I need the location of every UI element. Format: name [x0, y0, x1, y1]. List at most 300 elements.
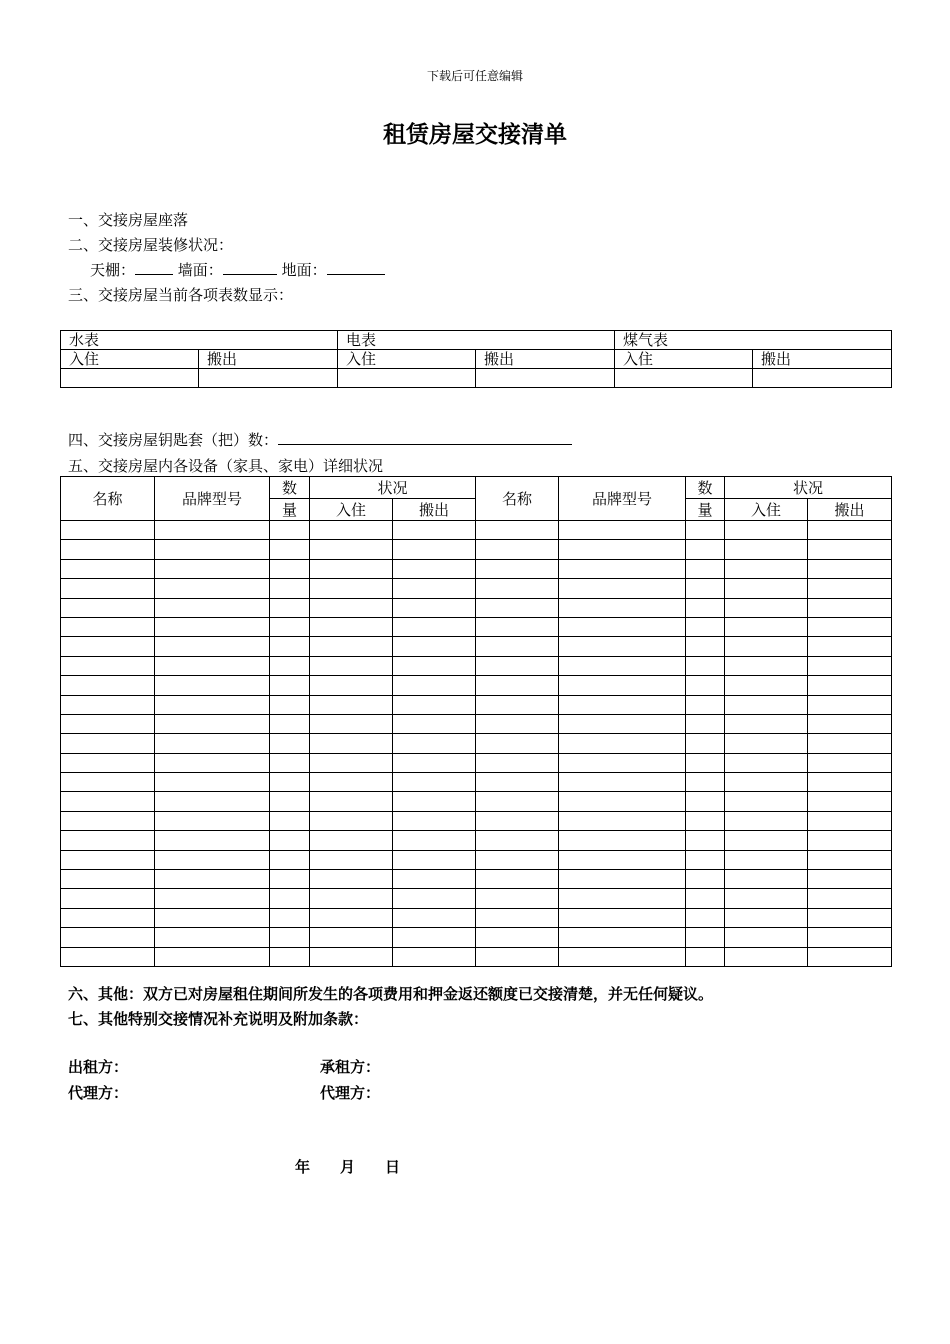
equipment-cell[interactable] — [559, 831, 686, 850]
equipment-cell[interactable] — [310, 792, 393, 811]
floor-label: 地面： — [281, 261, 327, 279]
equipment-cell[interactable] — [725, 908, 808, 927]
equipment-cell[interactable] — [393, 676, 476, 695]
equipment-cell[interactable] — [476, 773, 559, 792]
ceiling-blank[interactable] — [135, 260, 173, 275]
equipment-cell[interactable] — [686, 811, 725, 830]
meter-table — [60, 330, 892, 388]
equipment-cell[interactable] — [310, 521, 393, 540]
equipment-cell[interactable] — [393, 947, 476, 966]
equipment-row — [61, 617, 892, 636]
equipment-cell[interactable] — [270, 695, 310, 714]
equipment-cell[interactable] — [476, 676, 559, 695]
section-2-decoration: 二、交接房屋装修状况： — [68, 236, 234, 254]
equipment-cell[interactable] — [686, 947, 725, 966]
equipment-cell[interactable] — [155, 908, 270, 927]
equipment-cell[interactable] — [808, 792, 892, 811]
equipment-row — [61, 889, 892, 908]
equipment-cell[interactable] — [808, 695, 892, 714]
equipment-cell[interactable] — [310, 559, 393, 578]
qty-header-left-1: 数 — [270, 477, 310, 499]
equipment-cell[interactable] — [686, 773, 725, 792]
equipment-cell[interactable] — [270, 831, 310, 850]
equipment-row — [61, 540, 892, 559]
equipment-cell[interactable] — [476, 850, 559, 869]
floor-blank[interactable] — [327, 260, 385, 275]
equipment-cell[interactable] — [725, 850, 808, 869]
equipment-cell[interactable] — [155, 753, 270, 772]
equipment-cell[interactable] — [559, 617, 686, 636]
equipment-cell[interactable] — [310, 811, 393, 830]
equipment-cell[interactable] — [155, 637, 270, 656]
qty-header-left-2: 量 — [270, 499, 310, 521]
equipment-cell[interactable] — [310, 656, 393, 675]
equipment-cell[interactable] — [686, 521, 725, 540]
equipment-cell[interactable] — [393, 617, 476, 636]
equipment-cell[interactable] — [270, 908, 310, 927]
equipment-cell[interactable] — [61, 831, 155, 850]
equipment-cell[interactable] — [393, 831, 476, 850]
equipment-cell[interactable] — [476, 637, 559, 656]
equipment-cell[interactable] — [270, 656, 310, 675]
equipment-cell[interactable] — [393, 889, 476, 908]
equipment-cell[interactable] — [393, 773, 476, 792]
equipment-cell[interactable] — [310, 695, 393, 714]
equipment-cell[interactable] — [61, 676, 155, 695]
date-day: 日 — [385, 1158, 401, 1176]
equipment-cell[interactable] — [559, 947, 686, 966]
equipment-cell[interactable] — [393, 908, 476, 927]
equipment-cell[interactable] — [310, 734, 393, 753]
equipment-cell[interactable] — [686, 928, 725, 947]
equipment-cell[interactable] — [155, 773, 270, 792]
equipment-row — [61, 792, 892, 811]
equipment-cell[interactable] — [393, 695, 476, 714]
qty-header-right-2: 量 — [686, 499, 725, 521]
equipment-cell[interactable] — [808, 598, 892, 617]
equipment-cell[interactable] — [686, 850, 725, 869]
equipment-cell[interactable] — [725, 947, 808, 966]
equipment-cell[interactable] — [476, 928, 559, 947]
equipment-cell[interactable] — [393, 870, 476, 889]
equipment-cell[interactable] — [270, 947, 310, 966]
equipment-cell[interactable] — [559, 773, 686, 792]
equipment-cell[interactable] — [393, 540, 476, 559]
equipment-cell[interactable] — [270, 870, 310, 889]
lessee-label: 承租方： — [320, 1058, 381, 1076]
equipment-cell[interactable] — [393, 850, 476, 869]
equipment-cell[interactable] — [808, 773, 892, 792]
equipment-cell[interactable] — [270, 637, 310, 656]
equipment-row — [61, 928, 892, 947]
equipment-cell[interactable] — [725, 617, 808, 636]
equipment-cell[interactable] — [686, 559, 725, 578]
equipment-cell[interactable] — [559, 540, 686, 559]
gas-move-out-cell[interactable] — [753, 369, 892, 388]
equipment-cell[interactable] — [155, 947, 270, 966]
equipment-cell[interactable] — [393, 734, 476, 753]
equipment-cell[interactable] — [61, 521, 155, 540]
equipment-cell[interactable] — [61, 540, 155, 559]
equipment-cell[interactable] — [686, 695, 725, 714]
equipment-cell[interactable] — [476, 559, 559, 578]
lessor-label: 出租方： — [68, 1058, 129, 1076]
equipment-cell[interactable] — [476, 714, 559, 733]
equipment-cell[interactable] — [686, 792, 725, 811]
equipment-cell[interactable] — [725, 870, 808, 889]
equipment-cell[interactable] — [559, 637, 686, 656]
equipment-cell[interactable] — [155, 831, 270, 850]
equipment-cell[interactable] — [61, 928, 155, 947]
equipment-cell[interactable] — [155, 928, 270, 947]
ceiling-label: 天棚： — [90, 261, 136, 279]
gas-move-in-cell[interactable] — [615, 369, 753, 388]
equipment-cell[interactable] — [393, 811, 476, 830]
equipment-cell[interactable] — [155, 889, 270, 908]
keys-label: 四、交接房屋钥匙套（把）数： — [68, 431, 279, 449]
gas-move-out-label: 搬出 — [753, 350, 892, 369]
equipment-cell[interactable] — [725, 714, 808, 733]
equipment-cell[interactable] — [725, 889, 808, 908]
equipment-cell[interactable] — [476, 656, 559, 675]
brand-header-left: 品牌型号 — [155, 477, 270, 521]
equipment-cell[interactable] — [270, 579, 310, 598]
equipment-cell[interactable] — [725, 734, 808, 753]
equipment-cell[interactable] — [476, 734, 559, 753]
date-line — [295, 1156, 400, 1177]
equipment-cell[interactable] — [808, 850, 892, 869]
equipment-cell[interactable] — [476, 695, 559, 714]
equipment-cell[interactable] — [725, 811, 808, 830]
equipment-cell[interactable] — [686, 753, 725, 772]
equipment-cell[interactable] — [559, 870, 686, 889]
equipment-cell[interactable] — [393, 637, 476, 656]
equipment-cell[interactable] — [155, 579, 270, 598]
name-header-right: 名称 — [476, 477, 559, 521]
equipment-cell[interactable] — [808, 656, 892, 675]
equipment-cell[interactable] — [270, 753, 310, 772]
equipment-cell[interactable] — [686, 870, 725, 889]
equipment-cell[interactable] — [310, 753, 393, 772]
equipment-cell[interactable] — [310, 947, 393, 966]
equipment-cell[interactable] — [310, 831, 393, 850]
decoration-fields — [90, 259, 385, 280]
equipment-cell[interactable] — [270, 850, 310, 869]
equipment-cell[interactable] — [686, 676, 725, 695]
equipment-cell[interactable] — [725, 579, 808, 598]
water-move-out-cell[interactable] — [199, 369, 338, 388]
equipment-cell[interactable] — [393, 714, 476, 733]
equipment-cell[interactable] — [725, 773, 808, 792]
equipment-cell[interactable] — [725, 792, 808, 811]
equipment-cell[interactable] — [61, 695, 155, 714]
electric-meter-header: 电表 — [338, 331, 615, 350]
equipment-cell[interactable] — [393, 598, 476, 617]
equipment-row — [61, 579, 892, 598]
equipment-row — [61, 850, 892, 869]
qty-header-right-1: 数 — [686, 477, 725, 499]
equipment-cell[interactable] — [725, 598, 808, 617]
equipment-cell[interactable] — [61, 889, 155, 908]
equipment-cell[interactable] — [808, 540, 892, 559]
equipment-cell[interactable] — [61, 579, 155, 598]
equipment-cell[interactable] — [559, 579, 686, 598]
equipment-cell[interactable] — [559, 559, 686, 578]
equipment-cell[interactable] — [476, 811, 559, 830]
equipment-cell[interactable] — [808, 617, 892, 636]
equipment-cell[interactable] — [393, 753, 476, 772]
equipment-cell[interactable] — [686, 617, 725, 636]
equipment-cell[interactable] — [686, 540, 725, 559]
equipment-cell[interactable] — [270, 889, 310, 908]
equipment-cell[interactable] — [808, 811, 892, 830]
equipment-cell[interactable] — [686, 598, 725, 617]
equipment-cell[interactable] — [559, 714, 686, 733]
equipment-row — [61, 637, 892, 656]
water-move-in-cell[interactable] — [61, 369, 199, 388]
equipment-cell[interactable] — [310, 870, 393, 889]
equipment-row — [61, 598, 892, 617]
equipment-cell[interactable] — [61, 773, 155, 792]
equipment-cell[interactable] — [61, 850, 155, 869]
equipment-cell[interactable] — [310, 908, 393, 927]
equipment-cell[interactable] — [808, 928, 892, 947]
equipment-row — [61, 695, 892, 714]
equipment-cell[interactable] — [155, 734, 270, 753]
equipment-cell[interactable] — [155, 617, 270, 636]
equipment-cell[interactable] — [476, 617, 559, 636]
equipment-row — [61, 521, 892, 540]
equipment-cell[interactable] — [808, 753, 892, 772]
equipment-cell[interactable] — [808, 947, 892, 966]
equipment-cell[interactable] — [270, 617, 310, 636]
equipment-cell[interactable] — [476, 598, 559, 617]
equipment-cell[interactable] — [310, 637, 393, 656]
equipment-cell[interactable] — [155, 656, 270, 675]
equipment-cell[interactable] — [808, 908, 892, 927]
equipment-cell[interactable] — [270, 540, 310, 559]
status-header-right: 状况 — [725, 477, 892, 499]
agent-right-label: 代理方： — [320, 1084, 381, 1102]
equipment-cell[interactable] — [310, 579, 393, 598]
equipment-cell[interactable] — [61, 753, 155, 772]
electric-move-in-label: 入住 — [338, 350, 476, 369]
equipment-cell[interactable] — [725, 695, 808, 714]
equipment-cell[interactable] — [686, 889, 725, 908]
equipment-cell[interactable] — [808, 714, 892, 733]
equipment-cell[interactable] — [61, 637, 155, 656]
equipment-cell[interactable] — [393, 521, 476, 540]
equipment-cell[interactable] — [61, 714, 155, 733]
equipment-cell[interactable] — [476, 792, 559, 811]
equipment-cell[interactable] — [476, 521, 559, 540]
equipment-cell[interactable] — [270, 734, 310, 753]
equipment-row — [61, 831, 892, 850]
move-in-header-right: 入住 — [725, 499, 808, 521]
equipment-cell[interactable] — [61, 734, 155, 753]
equipment-cell[interactable] — [270, 714, 310, 733]
equipment-cell[interactable] — [155, 559, 270, 578]
equipment-cell[interactable] — [270, 811, 310, 830]
equipment-cell[interactable] — [559, 734, 686, 753]
equipment-cell[interactable] — [725, 540, 808, 559]
equipment-row — [61, 773, 892, 792]
equipment-cell[interactable] — [559, 521, 686, 540]
equipment-cell[interactable] — [393, 559, 476, 578]
equipment-cell[interactable] — [808, 559, 892, 578]
equipment-cell[interactable] — [310, 540, 393, 559]
equipment-cell[interactable] — [393, 792, 476, 811]
equipment-cell[interactable] — [310, 598, 393, 617]
equipment-cell[interactable] — [559, 598, 686, 617]
equipment-cell[interactable] — [559, 753, 686, 772]
equipment-cell[interactable] — [155, 676, 270, 695]
equipment-table — [60, 476, 892, 967]
section-3-meters: 三、交接房屋当前各项表数显示： — [68, 286, 294, 304]
equipment-cell[interactable] — [725, 559, 808, 578]
equipment-cell[interactable] — [559, 908, 686, 927]
move-out-header-right: 搬出 — [808, 499, 892, 521]
equipment-cell[interactable] — [155, 870, 270, 889]
equipment-cell[interactable] — [476, 540, 559, 559]
equipment-cell[interactable] — [310, 889, 393, 908]
equipment-cell[interactable] — [270, 559, 310, 578]
equipment-cell[interactable] — [725, 928, 808, 947]
equipment-cell[interactable] — [725, 676, 808, 695]
equipment-cell[interactable] — [476, 831, 559, 850]
equipment-cell[interactable] — [61, 792, 155, 811]
equipment-row — [61, 676, 892, 695]
equipment-cell[interactable] — [686, 579, 725, 598]
equipment-row — [61, 947, 892, 966]
equipment-cell[interactable] — [393, 928, 476, 947]
equipment-cell[interactable] — [61, 656, 155, 675]
wall-blank[interactable] — [223, 260, 277, 275]
equipment-cell[interactable] — [310, 928, 393, 947]
equipment-cell[interactable] — [808, 637, 892, 656]
section-6-other: 六、其他：双方已对房屋租住期间所发生的各项费用和押金返还额度已交接清楚，并无任何疑议。 — [68, 985, 714, 1003]
equipment-cell[interactable] — [559, 656, 686, 675]
brand-header-right: 品牌型号 — [559, 477, 686, 521]
equipment-cell[interactable] — [310, 617, 393, 636]
equipment-cell[interactable] — [270, 928, 310, 947]
section-7-supplement: 七、其他特别交接情况补充说明及附加条款： — [68, 1010, 369, 1028]
section-1-location: 一、交接房屋座落 — [68, 211, 189, 229]
equipment-cell[interactable] — [686, 831, 725, 850]
equipment-cell[interactable] — [270, 521, 310, 540]
section-5-equipment: 五、交接房屋内各设备（家具、家电）详细状况 — [68, 457, 384, 475]
equipment-cell[interactable] — [686, 908, 725, 927]
equipment-cell[interactable] — [155, 811, 270, 830]
equipment-cell[interactable] — [270, 773, 310, 792]
equipment-cell[interactable] — [559, 889, 686, 908]
wall-label: 墙面： — [177, 261, 223, 279]
equipment-cell[interactable] — [808, 579, 892, 598]
equipment-row — [61, 734, 892, 753]
status-header-left: 状况 — [310, 477, 476, 499]
equipment-cell[interactable] — [155, 540, 270, 559]
equipment-cell[interactable] — [808, 734, 892, 753]
equipment-cell[interactable] — [559, 792, 686, 811]
equipment-cell[interactable] — [725, 831, 808, 850]
date-year: 年 — [295, 1158, 311, 1176]
equipment-cell[interactable] — [808, 676, 892, 695]
equipment-row — [61, 714, 892, 733]
equipment-cell[interactable] — [310, 676, 393, 695]
equipment-cell[interactable] — [686, 714, 725, 733]
move-out-header-left: 搬出 — [393, 499, 476, 521]
water-meter-header: 水表 — [61, 331, 338, 350]
equipment-cell[interactable] — [725, 637, 808, 656]
equipment-cell[interactable] — [559, 811, 686, 830]
equipment-cell[interactable] — [270, 598, 310, 617]
equipment-cell[interactable] — [155, 792, 270, 811]
equipment-cell[interactable] — [725, 521, 808, 540]
equipment-cell[interactable] — [310, 850, 393, 869]
header-note: 下载后可任意编辑 — [426, 69, 523, 83]
keys-blank[interactable] — [278, 430, 572, 445]
equipment-cell[interactable] — [61, 908, 155, 927]
equipment-row — [61, 908, 892, 927]
equipment-cell[interactable] — [808, 521, 892, 540]
equipment-cell[interactable] — [61, 870, 155, 889]
equipment-cell[interactable] — [270, 792, 310, 811]
equipment-cell[interactable] — [155, 695, 270, 714]
equipment-cell[interactable] — [61, 559, 155, 578]
equipment-cell[interactable] — [155, 598, 270, 617]
electric-move-in-cell[interactable] — [338, 369, 476, 388]
equipment-cell[interactable] — [725, 753, 808, 772]
equipment-cell[interactable] — [270, 676, 310, 695]
equipment-cell[interactable] — [393, 656, 476, 675]
equipment-cell[interactable] — [155, 850, 270, 869]
equipment-cell[interactable] — [393, 579, 476, 598]
gas-meter-header: 煤气表 — [615, 331, 892, 350]
equipment-cell[interactable] — [808, 889, 892, 908]
equipment-cell[interactable] — [686, 656, 725, 675]
equipment-cell[interactable] — [61, 617, 155, 636]
equipment-cell[interactable] — [155, 714, 270, 733]
equipment-cell[interactable] — [559, 928, 686, 947]
equipment-cell[interactable] — [476, 947, 559, 966]
equipment-cell[interactable] — [476, 870, 559, 889]
electric-move-out-cell[interactable] — [476, 369, 615, 388]
equipment-cell[interactable] — [559, 695, 686, 714]
equipment-cell[interactable] — [476, 753, 559, 772]
equipment-cell[interactable] — [808, 870, 892, 889]
equipment-cell[interactable] — [61, 811, 155, 830]
equipment-cell[interactable] — [686, 734, 725, 753]
equipment-row — [61, 811, 892, 830]
gas-move-in-label: 入住 — [615, 350, 753, 369]
equipment-cell[interactable] — [476, 889, 559, 908]
equipment-cell[interactable] — [808, 831, 892, 850]
equipment-cell[interactable] — [559, 676, 686, 695]
equipment-cell[interactable] — [476, 908, 559, 927]
equipment-cell[interactable] — [476, 579, 559, 598]
equipment-cell[interactable] — [686, 637, 725, 656]
equipment-cell[interactable] — [310, 773, 393, 792]
equipment-cell[interactable] — [310, 714, 393, 733]
equipment-row — [61, 559, 892, 578]
equipment-cell[interactable] — [725, 656, 808, 675]
equipment-cell[interactable] — [61, 947, 155, 966]
water-move-in-label: 入住 — [61, 350, 199, 369]
equipment-cell[interactable] — [61, 598, 155, 617]
equipment-cell[interactable] — [155, 521, 270, 540]
date-month: 月 — [340, 1158, 356, 1176]
equipment-cell[interactable] — [559, 850, 686, 869]
